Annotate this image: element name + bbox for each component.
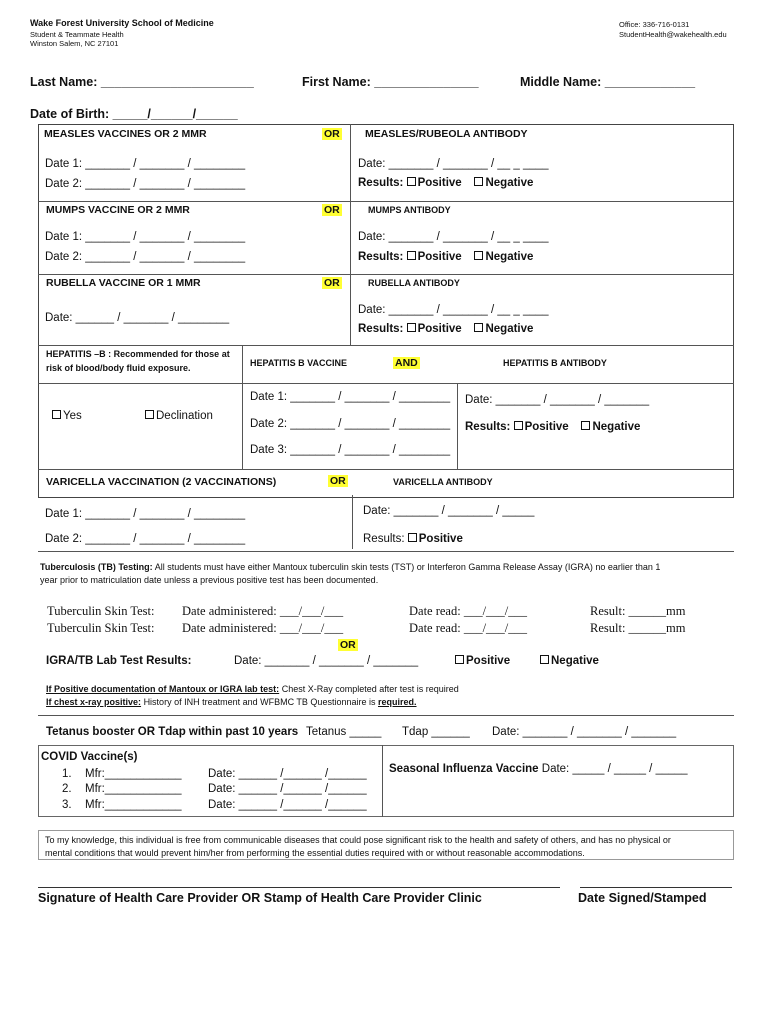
hepb-positive-checkbox[interactable]: Positive [514,421,569,433]
results-label: Results: [363,533,405,545]
igra-positive-checkbox[interactable]: Positive [455,655,510,667]
mumps-date-1[interactable]: Date 1: _______ / _______ / ________ [45,231,246,243]
hepb-date-3[interactable]: Date 3: _______ / _______ / ________ [250,444,451,456]
statement-line-2: mental conditions that would prevent him/her from performing the essential duties required with or without reasonable accommodations. [45,848,585,858]
measles-vaccine-title: MEASLES VACCINES OR 2 MMR [44,128,207,140]
rubella-vaccine-title: RUBELLA VACCINE OR 1 MMR [46,277,201,289]
hepb-antibody-date[interactable]: Date: _______ / _______ / _______ [465,394,650,406]
results-label: Results: [358,251,404,263]
mumps-negative-checkbox[interactable]: Negative [474,251,533,263]
varicella-results [363,533,463,545]
signature-line[interactable] [38,887,560,888]
tb-note-xray: If chest x-ray positive: History of INH treatment and WFBMC TB Questionnaire is required. [46,697,417,707]
checkbox-icon [52,410,61,419]
office-phone: Office: 336-716-0131 [619,20,690,29]
hepb-title-line-1: HEPATITIS –B : Recommended for those at [46,349,230,359]
measles-results [358,177,533,189]
hepb-vaccine-title: HEPATITIS B VACCINE [250,358,348,368]
results-label: Results: [358,323,404,335]
checkbox-icon [540,655,549,664]
covid-item-2-date[interactable]: Date: ______ /______ /______ [208,783,367,795]
tb-intro-line-2: year prior to matriculation date unless a previous positive test has been documented. [40,575,379,585]
hepb-and: AND [395,357,418,369]
middle-name-field[interactable]: Middle Name: _____________ [520,75,696,89]
measles-date-1[interactable]: Date 1: _______ / _______ / ________ [45,158,246,170]
tdap-field[interactable]: Tdap ______ [402,726,470,738]
tst-2-result[interactable]: Result: ______mm [590,621,686,635]
hepb-yes-checkbox[interactable]: Yes [52,410,82,422]
tetanus-date[interactable]: Date: _______ / _______ / _______ [492,726,677,738]
tst-2-label: Tuberculin Skin Test: [47,621,155,635]
checkbox-icon [407,251,416,260]
varicella-date-2[interactable]: Date 2: _______ / _______ / ________ [45,533,246,545]
org-name: Wake Forest University School of Medicine [30,18,214,28]
rubella-negative-checkbox[interactable]: Negative [474,323,533,335]
igra-negative-checkbox[interactable]: Negative [540,655,599,667]
first-name-field[interactable]: First Name: _______________ [302,75,479,89]
tst-1-read[interactable]: Date read: ___/___/___ [409,604,528,618]
mumps-date-2[interactable]: Date 2: _______ / _______ / ________ [45,251,246,263]
checkbox-icon [455,655,464,664]
statement-line-1: To my knowledge, this individual is free from communicable diseases that could pose significant risk to the health and safety of others, and has no physical or [45,835,671,845]
hepb-date-2[interactable]: Date 2: _______ / _______ / ________ [250,418,451,430]
measles-antibody-title: MEASLES/RUBEOLA ANTIBODY [365,128,528,140]
mumps-results [358,251,533,263]
checkbox-icon [474,177,483,186]
checkbox-icon [145,410,154,419]
hepb-date-1[interactable]: Date 1: _______ / _______ / ________ [250,391,451,403]
tst-1-administered[interactable]: Date administered: ___/___/___ [182,604,344,618]
tst-2-administered[interactable]: Date administered: ___/___/___ [182,621,344,635]
mumps-antibody-title: MUMPS ANTIBODY [368,205,451,215]
checkbox-icon [407,177,416,186]
rubella-antibody-title: RUBELLA ANTIBODY [368,278,460,288]
date-signed-label: Date Signed/Stamped [578,891,707,905]
covid-item-2-num: 2. [62,783,72,795]
igra-label: IGRA/TB Lab Test Results: [46,655,192,667]
tst-1-label: Tuberculin Skin Test: [47,604,155,618]
checkbox-icon [581,421,590,430]
checkbox-icon [407,323,416,332]
covid-item-1-num: 1. [62,768,72,780]
mumps-or: OR [324,204,340,216]
varicella-antibody-date[interactable]: Date: _______ / _______ / _____ [363,505,535,517]
hepb-antibody-title: HEPATITIS B ANTIBODY [503,358,607,368]
measles-negative-checkbox[interactable]: Negative [474,177,533,189]
date-signed-line[interactable] [580,887,732,888]
hepb-negative-checkbox[interactable]: Negative [581,421,640,433]
covid-item-3-num: 3. [62,799,72,811]
covid-item-3-mfr[interactable]: Mfr:____________ [85,799,182,811]
mumps-positive-checkbox[interactable]: Positive [407,251,462,263]
checkbox-icon [474,323,483,332]
hepb-declination-checkbox[interactable]: Declination [145,410,213,422]
igra-date[interactable]: Date: _______ / _______ / _______ [234,655,419,667]
org-address: Winston Salem, NC 27101 [30,39,119,48]
results-label: Results: [465,421,511,433]
tst-2-read[interactable]: Date read: ___/___/___ [409,621,528,635]
measles-antibody-date[interactable]: Date: _______ / _______ / __ _ ____ [358,158,549,170]
rubella-positive-checkbox[interactable]: Positive [407,323,462,335]
measles-positive-checkbox[interactable]: Positive [407,177,462,189]
tb-note-positive: If Positive documentation of Mantoux or IGRA lab test: Chest X-Ray completed after test is required [46,684,459,694]
tb-or: OR [340,639,356,651]
varicella-vaccine-title: VARICELLA VACCINATION (2 VACCINATIONS) [46,476,277,488]
influenza-date[interactable]: Date: _____ / _____ / _____ [541,763,688,775]
tst-1-result[interactable]: Result: ______mm [590,604,686,618]
rubella-results [358,323,533,335]
tetanus-field[interactable]: Tetanus _____ [306,726,382,738]
covid-item-3-date[interactable]: Date: ______ /______ /______ [208,799,367,811]
checkbox-icon [514,421,523,430]
measles-date-2[interactable]: Date 2: _______ / _______ / ________ [45,178,246,190]
dob-field[interactable]: Date of Birth: _____/______/______ [30,107,238,121]
tetanus-label: Tetanus booster OR Tdap within past 10 years [46,726,299,738]
rubella-or: OR [324,277,340,289]
covid-item-2-mfr[interactable]: Mfr:____________ [85,783,182,795]
mumps-vaccine-title: MUMPS VACCINE OR 2 MMR [46,204,190,216]
last-name-field[interactable]: Last Name: ______________________ [30,75,254,89]
results-label: Results: [358,177,404,189]
varicella-antibody-title: VARICELLA ANTIBODY [393,477,493,487]
contact-email[interactable]: StudentHealth@wakehealth.edu [619,30,727,39]
mumps-antibody-date[interactable]: Date: _______ / _______ / __ _ ____ [358,231,549,243]
checkbox-icon [408,533,417,542]
measles-or: OR [324,128,340,140]
varicella-date-1[interactable]: Date 1: _______ / _______ / ________ [45,508,246,520]
hepb-results [465,421,640,433]
covid-title: COVID Vaccine(s) [41,751,138,763]
covid-item-1-date[interactable]: Date: ______ /______ /______ [208,768,367,780]
influenza-row [389,763,688,775]
tb-intro-line-1: Tuberculosis (TB) Testing: All students must have either Mantoux tuberculin skin tests (TST) or Interferon Gamma Release Assay (IGRA) no earlier than 1 [40,562,661,572]
dept-name: Student & Teammate Health [30,30,124,39]
hepb-title-line-2: risk of blood/body fluid exposure. [46,363,191,373]
influenza-label: Seasonal Influenza Vaccine [389,763,539,775]
rubella-date[interactable]: Date: ______ / _______ / ________ [45,312,230,324]
signature-label: Signature of Health Care Provider OR Stamp of Health Care Provider Clinic [38,891,482,905]
varicella-or: OR [330,475,346,487]
varicella-positive-checkbox[interactable]: Positive [408,533,463,545]
rubella-antibody-date[interactable]: Date: _______ / _______ / __ _ ____ [358,304,549,316]
checkbox-icon [474,251,483,260]
covid-item-1-mfr[interactable]: Mfr:____________ [85,768,182,780]
